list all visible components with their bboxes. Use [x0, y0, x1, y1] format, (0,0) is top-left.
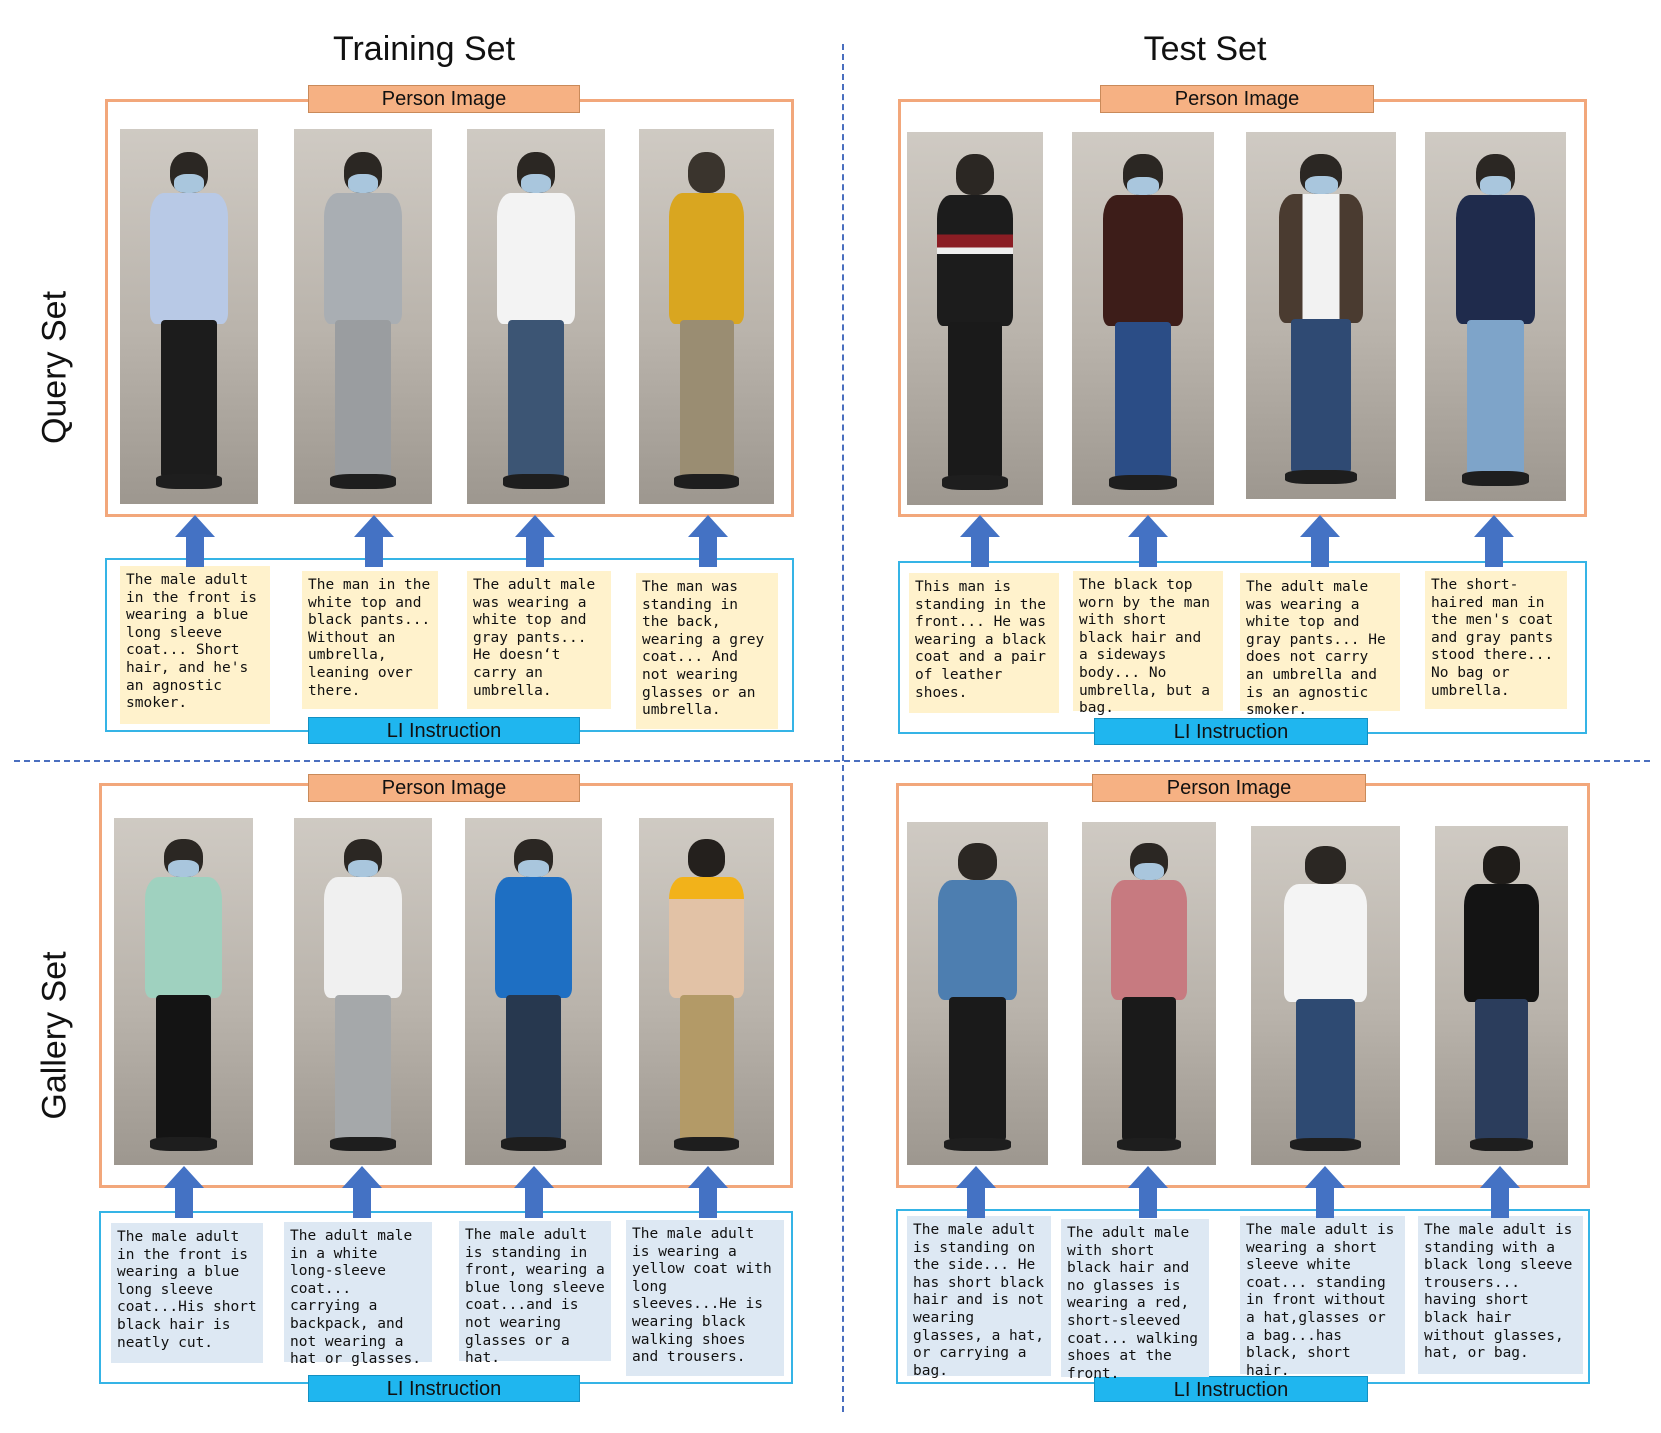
- instruction-note: The man in the white top and black pants... Without an umbrella, leaning over there.: [302, 571, 438, 709]
- instruction-tag: LI Instruction: [1094, 1376, 1368, 1402]
- person-photo: [907, 822, 1048, 1165]
- up-arrow-icon: [960, 515, 1000, 567]
- training-set-title: Training Set: [332, 30, 516, 68]
- up-arrow-icon: [515, 515, 555, 567]
- person-photo: [1435, 826, 1568, 1165]
- instruction-note: The adult male was wearing a white top and gray pants... He doesn‘t carry an umbrella.: [467, 571, 611, 709]
- person-photo: [467, 129, 605, 504]
- person-image-tag: Person Image: [1100, 85, 1374, 113]
- person-image-tag: Person Image: [1092, 774, 1366, 802]
- horizontal-divider: [14, 760, 1650, 762]
- person-photo: [1082, 822, 1216, 1165]
- instruction-note: The male adult is standing in front, wearing a blue long sleeve coat...and is not wearing glasses or a hat.: [459, 1221, 611, 1361]
- person-photo: [1425, 132, 1566, 501]
- instruction-note: The male adult is standing with a black long sleeve trousers... having short black hair without glasses, hat, or bag.: [1418, 1216, 1583, 1374]
- instruction-note: The man was standing in the back, wearing a grey coat... And not wearing glasses or an umbrella.: [636, 573, 778, 729]
- person-photo: [120, 129, 258, 504]
- person-photo: [907, 132, 1043, 505]
- up-arrow-icon: [956, 1166, 996, 1218]
- up-arrow-icon: [1305, 1166, 1345, 1218]
- person-photo: [465, 818, 602, 1165]
- up-arrow-icon: [1480, 1166, 1520, 1218]
- up-arrow-icon: [342, 1166, 382, 1218]
- instruction-tag: LI Instruction: [308, 1375, 580, 1402]
- person-photo: [114, 818, 253, 1165]
- instruction-note: The male adult in the front is wearing a blue long sleeve coat...His short black hair is neatly cut.: [111, 1223, 263, 1363]
- instruction-note: The male adult in the front is wearing a blue long sleeve coat... Short hair, and he's an agnostic smoker.: [120, 566, 270, 724]
- gallery-set-title: Gallery Set: [35, 951, 74, 1120]
- instruction-note: The short-haired man in the men's coat and gray pants stood there... No bag or umbrella.: [1425, 571, 1567, 709]
- person-photo: [1246, 132, 1396, 499]
- instruction-tag: LI Instruction: [308, 717, 580, 744]
- up-arrow-icon: [514, 1166, 554, 1218]
- query-set-title: Query Set: [35, 290, 74, 445]
- person-photo: [294, 129, 432, 504]
- instruction-note: The male adult is standing on the side... He has short black hair and is not wearing glasses, a hat, or carrying a bag.: [907, 1216, 1051, 1376]
- person-image-tag: Person Image: [308, 85, 580, 113]
- instruction-note: This man is standing in the front... He was wearing a black coat and a pair of leather shoes.: [909, 573, 1059, 713]
- instruction-note: The male adult is wearing a yellow coat with long sleeves...He is wearing black walking shoes and trousers.: [626, 1220, 784, 1376]
- test-set-title: Test Set: [1143, 30, 1267, 68]
- instruction-note: The adult male with short black hair and no glasses is wearing a red, short-sleeved coat... walking shoes at the front.: [1061, 1219, 1209, 1377]
- up-arrow-icon: [164, 1166, 204, 1218]
- person-image-tag: Person Image: [308, 774, 580, 802]
- up-arrow-icon: [1128, 515, 1168, 567]
- instruction-note: The adult male in a white long-sleeve coat... carrying a backpack, and not wearing a hat or glasses.: [284, 1222, 432, 1362]
- person-photo: [1072, 132, 1214, 505]
- instruction-tag: LI Instruction: [1094, 718, 1368, 745]
- up-arrow-icon: [688, 515, 728, 567]
- instruction-note: The male adult is wearing a short sleeve white coat... standing in front without a hat,glasses or a bag...has black, short hair.: [1240, 1216, 1405, 1374]
- up-arrow-icon: [1474, 515, 1514, 567]
- up-arrow-icon: [1300, 515, 1340, 567]
- up-arrow-icon: [1128, 1166, 1168, 1218]
- person-photo: [1251, 826, 1400, 1165]
- instruction-note: The black top worn by the man with short black hair and a sideways body... No umbrella, but a bag.: [1073, 571, 1223, 711]
- vertical-divider: [842, 44, 844, 1412]
- up-arrow-icon: [354, 515, 394, 567]
- person-photo: [639, 818, 774, 1165]
- instruction-note: The adult male was wearing a white top and gray pants... He does not carry an umbrella and is an agnostic smoker.: [1240, 573, 1400, 711]
- person-photo: [294, 818, 432, 1165]
- up-arrow-icon: [175, 515, 215, 567]
- person-photo: [639, 129, 774, 504]
- up-arrow-icon: [688, 1166, 728, 1218]
